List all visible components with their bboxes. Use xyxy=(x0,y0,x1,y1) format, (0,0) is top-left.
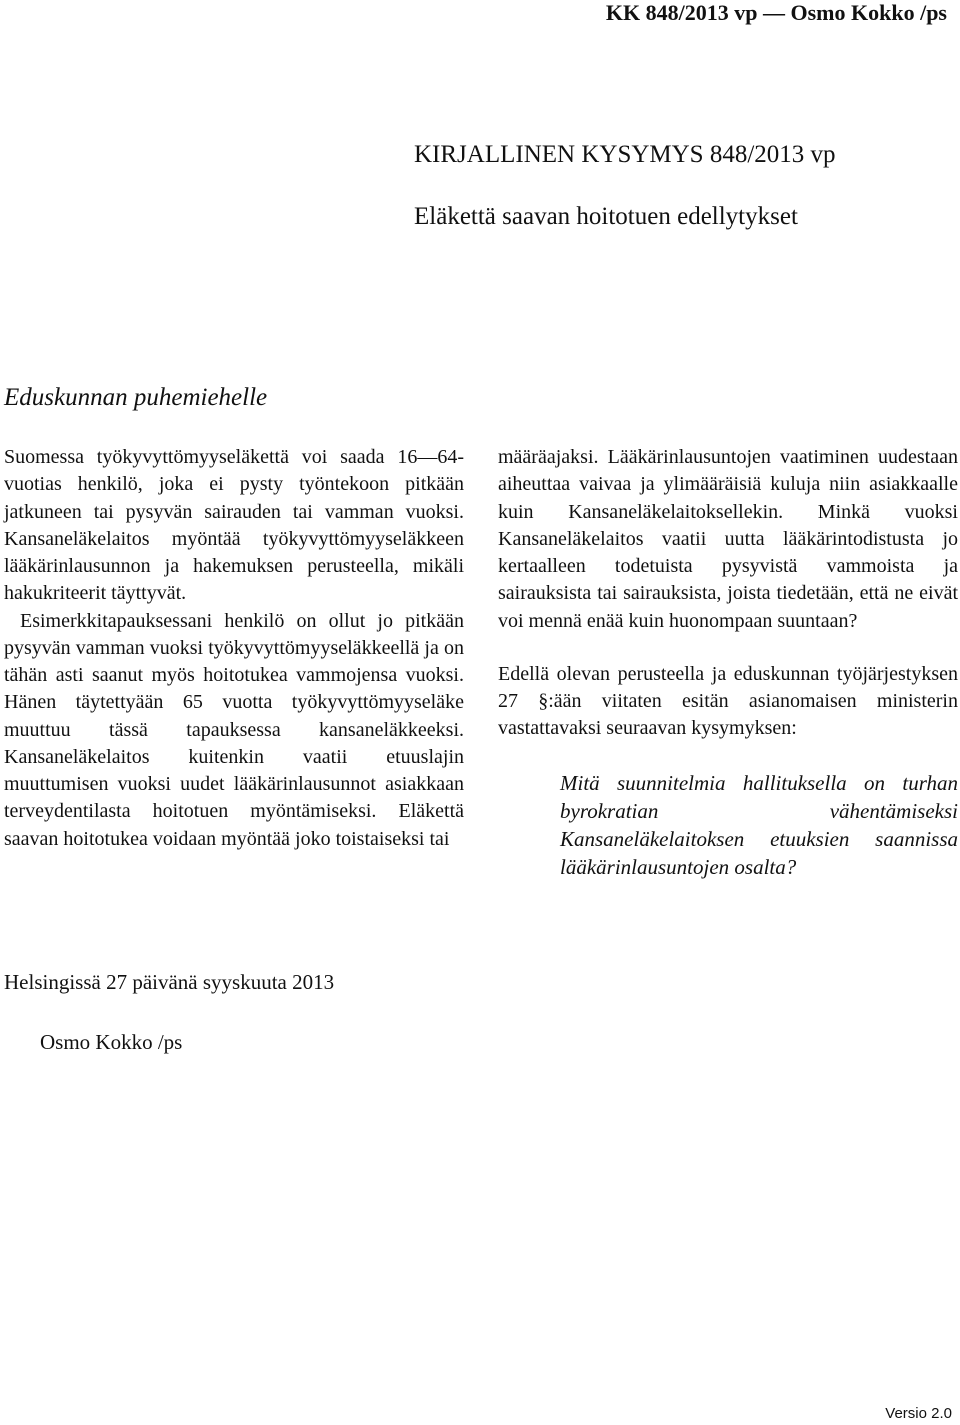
signer: Osmo Kokko /ps xyxy=(40,1030,183,1054)
question: Mitä suunnitelmia hallituksella on turhan byrokratian vähentämiseksi Kansaneläkelaitoksen etuuksien saannissa lääkärinlausuntojen osalta? xyxy=(560,770,958,879)
place-date: Helsingissä 27 päivänä syyskuuta 2013 xyxy=(4,970,335,994)
text-column-right xyxy=(498,444,958,881)
paragraph-3: Edellä olevan perusteella ja eduskunnan työjärjestyksen 27 §:ään viitaten esitän asianomaisen ministerin vastattavaksi seuraavan kysymyksen: xyxy=(498,662,958,740)
text-column-left xyxy=(4,444,464,853)
addressee: Eduskunnan puhemiehelle xyxy=(4,384,268,411)
version-label: Versio 2.0 xyxy=(885,1405,952,1422)
paragraph-2-start: Esimerkkitapauksessani henkilö on ollut jo pitkään pysyvän vamman vuoksi työkyvyttömyyseläkkeellä ja on tähän asti saanut myös hoitotukea vammojensa vuoksi. Hänen täytettyään 65 vuotta työkyvyttömyyseläke muuttuu tässä tapauksessa kansaneläkkeeksi. Kansaneläkelaitos kuitenkin vaatii etuuslajin muuttumisen vuoksi uudet lääkärinlausunnot asiakkaan terveydentilasta hoitotuen myöntämiseksi. Eläkettä saavan hoitotukea voidaan myöntää joko toistaiseksi tai xyxy=(4,609,464,850)
document-subtitle: Eläkettä saavan hoitotuen edellytykset xyxy=(414,203,798,230)
running-header: KK 848/2013 vp — Osmo Kokko /ps xyxy=(605,0,947,25)
document-title: KIRJALLINEN KYSYMYS 848/2013 vp xyxy=(414,141,836,168)
paragraph-1: Suomessa työkyvyttömyyseläkettä voi saada 16—64-vuotias henkilö, joka ei pysty työntekoon pitkään jatkuneen tai pysyvän sairauden tai vamman vuoksi. Kansaneläkelaitos myöntää työkyvyttömyyseläkkeen lääkärinlausunnon ja hakemuksen perusteella, mikäli hakukriteerit täyttyvät. xyxy=(4,446,464,605)
paragraph-2-end: määräajaksi. Lääkärinlausuntojen vaatiminen uudestaan aiheuttaa vaivaa ja ylimääräisiä kuluja niin asiakkaalle kuin Kansaneläkelaitoksellekin. Minkä vuoksi Kansaneläkelaitos vaatii uutta lääkärintodistusta jo kertaalleen todetuista pysyvistä vammoista ja sairauksista tai sairauksista, joista tiedetään, että ne eivät voi mennä enää kuin huonompaan suuntaan? xyxy=(498,446,958,632)
